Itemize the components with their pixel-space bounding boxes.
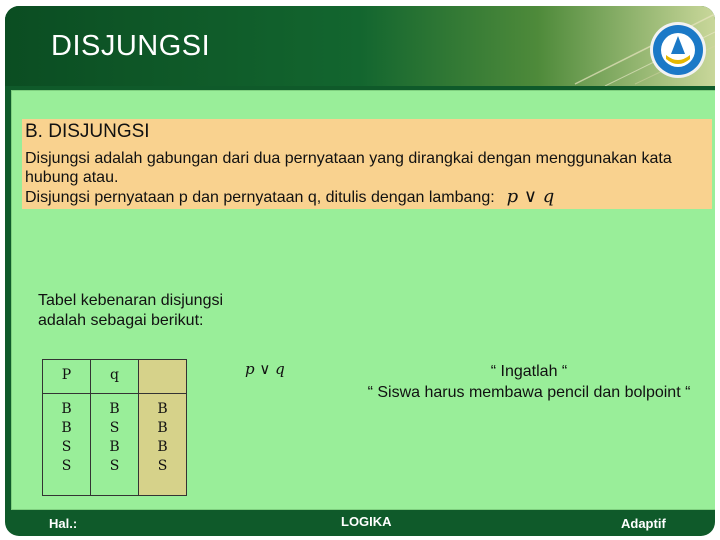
header-p: P bbox=[43, 360, 91, 394]
table-cell: B bbox=[157, 420, 168, 436]
slide-content bbox=[11, 90, 715, 510]
table-cell: B bbox=[157, 439, 168, 455]
table-cell: S bbox=[109, 458, 120, 474]
table-cell: B bbox=[61, 420, 72, 436]
category-label: Adaptif bbox=[621, 516, 666, 531]
header-result bbox=[139, 360, 187, 394]
table-cell: S bbox=[157, 458, 168, 474]
subject-label: LOGIKA bbox=[341, 514, 392, 529]
definition-text bbox=[25, 149, 710, 207]
table-cell: S bbox=[61, 458, 72, 474]
column-p-values bbox=[43, 394, 91, 496]
tut-wuri-logo-icon bbox=[649, 21, 707, 79]
table-cell: B bbox=[109, 401, 120, 417]
note-line-1: “ Ingatlah “ bbox=[490, 363, 568, 380]
reminder-note bbox=[334, 361, 715, 403]
note-line-2: “ Siswa harus membawa pencil dan bolpoint “ bbox=[367, 384, 691, 401]
table-row bbox=[43, 394, 187, 496]
header-q: q bbox=[91, 360, 139, 394]
truth-table bbox=[42, 359, 187, 496]
table-cell: B bbox=[109, 439, 120, 455]
definition-title: B. DISJUNGSI bbox=[25, 121, 150, 142]
definition-line-1: Disjungsi adalah gabungan dari dua pernyataan yang dirangkai dengan menggunakan kata hubung atau. bbox=[25, 150, 672, 186]
table-result-symbol: p ∨ q bbox=[245, 360, 285, 378]
slide-footer bbox=[5, 508, 715, 536]
table-cell: B bbox=[61, 401, 72, 417]
table-cell: S bbox=[61, 439, 72, 455]
intro-line-1: Tabel kebenaran disjungsi bbox=[38, 292, 224, 309]
table-cell: S bbox=[109, 420, 120, 436]
intro-line-2: adalah sebagai berikut: bbox=[38, 312, 204, 329]
slide-header bbox=[5, 6, 715, 86]
column-result-values bbox=[139, 394, 187, 496]
page-number-label: Hal.: bbox=[49, 516, 78, 531]
table-cell: B bbox=[157, 401, 168, 417]
definition-line-2: Disjungsi pernyataan p dan pernyataan q, ditulis dengan lambang: p ∨ q bbox=[25, 186, 555, 207]
page-title: DISJUNGSI bbox=[51, 30, 211, 62]
disjunction-symbol: p ∨ q bbox=[506, 186, 555, 207]
table-header-row bbox=[43, 360, 187, 394]
truth-table-intro bbox=[38, 291, 223, 331]
column-q-values bbox=[91, 394, 139, 496]
slide-frame bbox=[5, 6, 715, 536]
